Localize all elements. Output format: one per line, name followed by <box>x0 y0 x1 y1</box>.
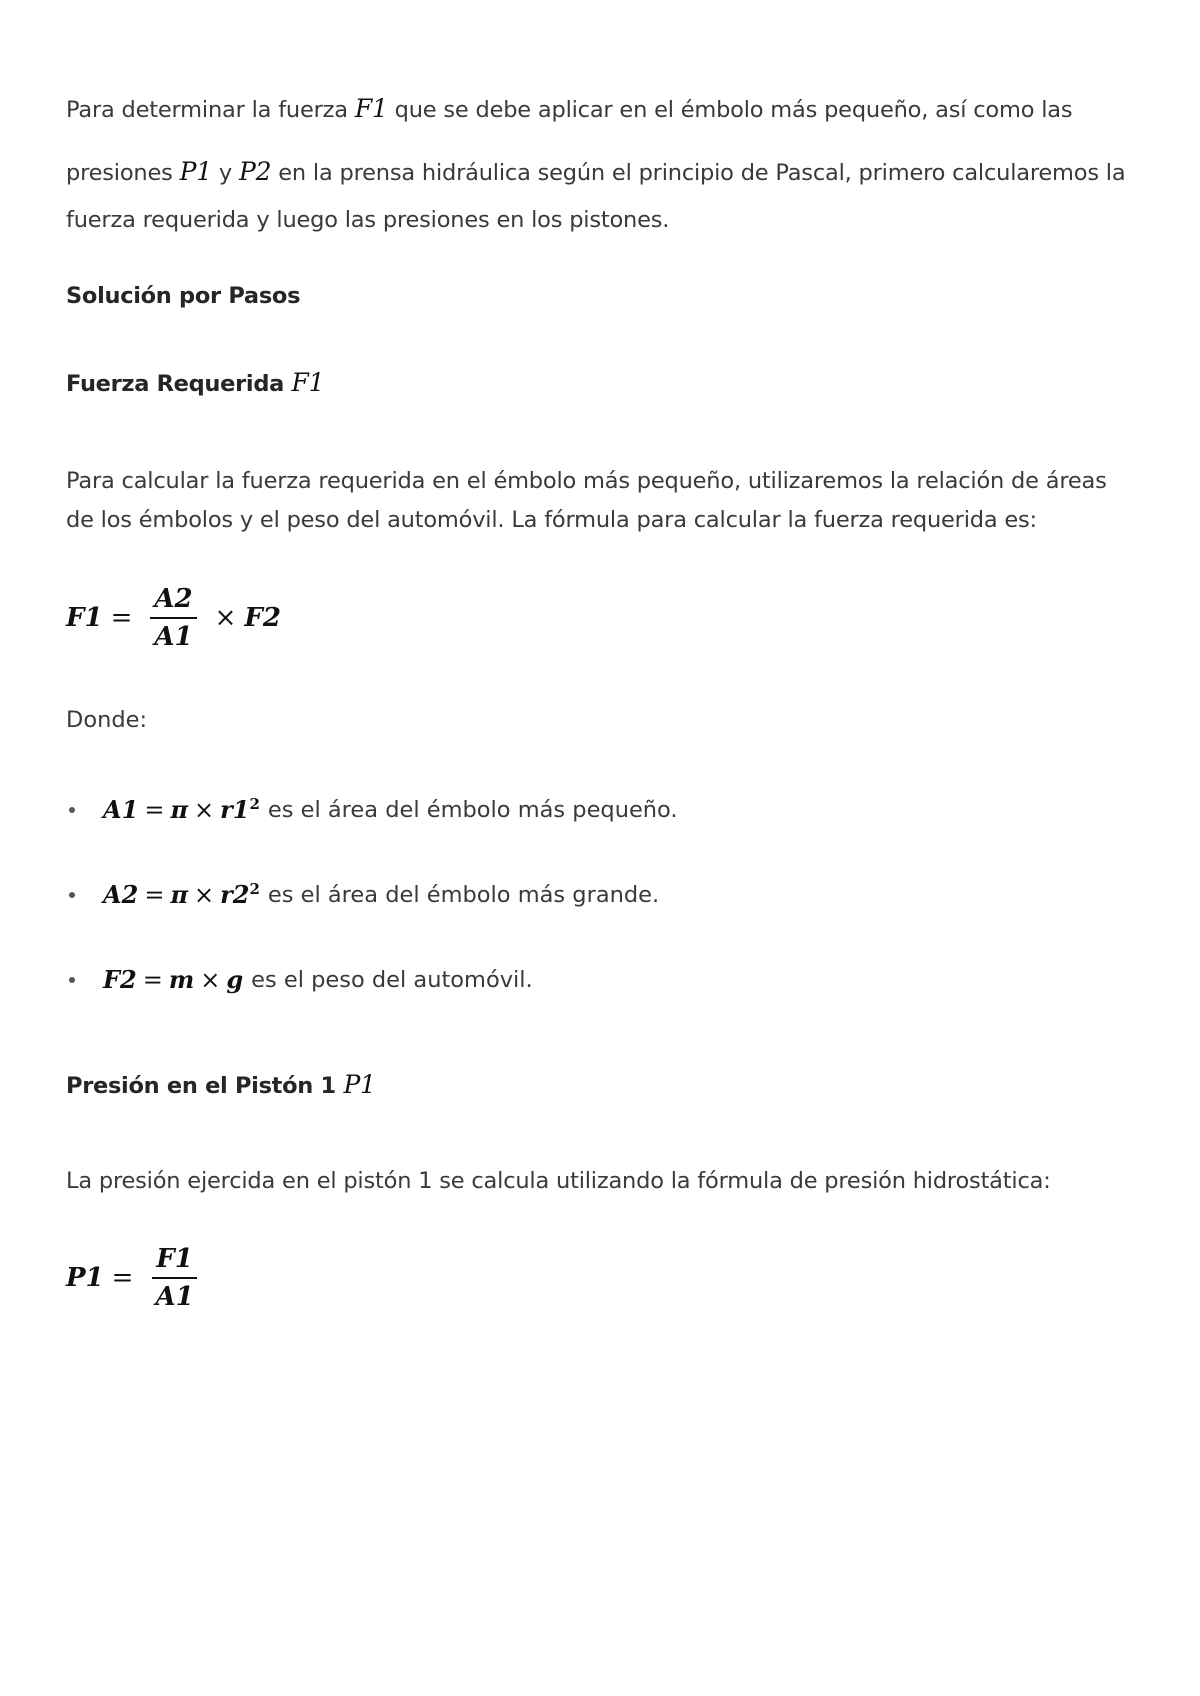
math-expression <box>103 965 243 994</box>
list-item <box>66 795 678 824</box>
equals-sign: = <box>110 603 133 633</box>
equals-sign: = <box>144 881 165 909</box>
math-var: r2 <box>220 880 250 909</box>
math-var-p1: P1 <box>179 157 212 186</box>
bullet-dot <box>69 977 75 983</box>
intro-text: y <box>211 160 239 186</box>
math-var: π <box>170 880 189 909</box>
force-paragraph <box>66 462 1166 540</box>
fraction-denominator: A1 <box>155 1282 194 1312</box>
section-heading-force <box>66 368 324 397</box>
paragraph-line: de los émbolos y el peso del automóvil. La fórmula para calcular la fuerza requerida es: <box>66 507 1037 533</box>
times-sign: × <box>214 603 237 633</box>
fraction <box>151 1244 197 1312</box>
intro-text: en la prensa hidráulica según el principio de Pascal, primero calcularemos la <box>271 160 1126 186</box>
intro-line-3: fuerza requerida y luego las presiones en los pistones. <box>66 207 670 233</box>
math-var: A1 <box>103 795 139 824</box>
math-expression <box>103 880 260 909</box>
fraction-numerator: A2 <box>150 584 196 619</box>
donde-label: Donde: <box>66 707 148 733</box>
intro-text: presiones <box>66 160 180 186</box>
equals-sign: = <box>142 966 163 994</box>
intro-paragraph <box>66 78 1166 242</box>
math-var: F2 <box>103 965 137 994</box>
math-expression <box>103 795 260 824</box>
math-var: m <box>168 965 195 994</box>
intro-line-1 <box>66 78 1166 141</box>
list-item <box>66 880 659 909</box>
formula-lhs: F1 <box>66 603 103 633</box>
bullet-dot <box>69 807 75 813</box>
equals-sign: = <box>111 1263 134 1293</box>
paragraph-line: Para calcular la fuerza requerida en el émbolo más pequeño, utilizaremos la relación de áreas <box>66 468 1107 494</box>
math-var: g <box>226 965 244 994</box>
solution-heading: Solución por Pasos <box>66 283 301 309</box>
math-var-f1: F1 <box>354 94 388 123</box>
fraction-numerator: F1 <box>152 1244 197 1279</box>
heading-text: Fuerza Requerida <box>66 371 292 397</box>
math-var-f1: F1 <box>291 368 325 397</box>
formula-lhs: P1 <box>66 1263 104 1293</box>
pressure-formula <box>66 1244 208 1312</box>
intro-text: que se debe aplicar en el émbolo más pequeño, así como las <box>387 97 1073 123</box>
list-item <box>66 965 533 994</box>
math-var-p2: P2 <box>238 157 272 186</box>
math-var: r1 <box>220 795 250 824</box>
formula-rhs: F2 <box>244 603 281 633</box>
math-var: π <box>170 795 189 824</box>
heading-text: Presión en el Pistón 1 <box>66 1073 344 1099</box>
section-heading-pressure <box>66 1070 376 1099</box>
times-sign: × <box>200 966 221 994</box>
fraction-denominator: A1 <box>154 622 193 652</box>
math-var: A2 <box>103 880 139 909</box>
times-sign: × <box>194 796 215 824</box>
equals-sign: = <box>144 796 165 824</box>
times-sign: × <box>194 881 215 909</box>
bullet-text: es el área del émbolo más grande. <box>267 881 660 908</box>
bullet-dot <box>69 892 75 898</box>
exponent: 2 <box>249 880 260 898</box>
intro-text: Para determinar la fuerza <box>66 97 355 123</box>
math-var-p1: P1 <box>343 1070 376 1099</box>
intro-line-2 <box>66 141 1166 204</box>
exponent: 2 <box>249 795 260 813</box>
force-formula <box>66 584 281 652</box>
bullet-text: es el peso del automóvil. <box>251 966 533 993</box>
bullet-text: es el área del émbolo más pequeño. <box>267 796 678 823</box>
pressure-paragraph: La presión ejercida en el pistón 1 se calcula utilizando la fórmula de presión hidrostática: <box>66 1168 1051 1194</box>
fraction <box>150 584 196 652</box>
